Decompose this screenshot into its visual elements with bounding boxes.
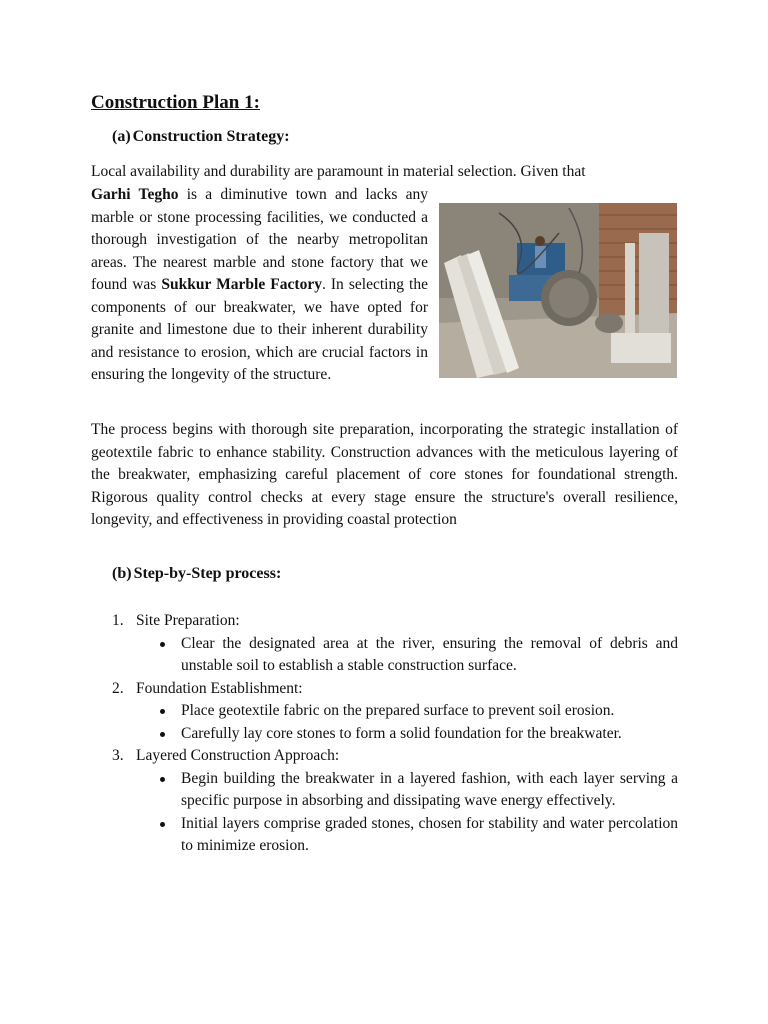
bullet-text: Place geotextile fabric on the prepared surface to prevent soil erosion. xyxy=(181,702,615,719)
section-heading-a xyxy=(112,128,290,146)
bullet-text: Carefully lay core stones to form a solid foundation for the breakwater. xyxy=(181,724,622,742)
step-title: Layered Construction Approach: xyxy=(136,747,340,764)
factory-photo-illustration xyxy=(439,203,677,378)
intro-first-line: Local availability and durability are paramount in material selection. Given that xyxy=(91,163,586,180)
bullet-icon xyxy=(160,777,165,782)
section-heading-b xyxy=(112,565,281,583)
section-title-a: Construction Strategy: xyxy=(132,128,290,145)
bullet-icon xyxy=(160,732,165,737)
intro-text-2: . In selecting the components of our breakwater, we have opted for granite and limestone due to their inherent durability and resistance to erosion, which are crucial factors in ensuring the longevity of the structure. xyxy=(91,276,428,383)
bullet-item xyxy=(136,633,678,678)
step-title: Site Preparation: xyxy=(136,612,240,629)
bullet-item xyxy=(136,768,678,813)
bullet-text: Initial layers comprise graded stones, chosen for stability and water percolation to minimize erosion. xyxy=(181,814,678,854)
town-name: Garhi Tegho xyxy=(91,186,179,203)
step-bullets xyxy=(136,633,678,678)
step-title: Foundation Establishment: xyxy=(136,679,303,697)
step-bullets xyxy=(136,700,678,745)
intro-paragraph xyxy=(91,184,428,387)
step-number: 1. xyxy=(112,612,124,629)
step-item xyxy=(112,678,678,746)
section-label-a: (a) xyxy=(112,128,131,145)
step-bullets xyxy=(136,768,678,858)
process-paragraph: The process begins with thorough site preparation, incorporating the strategic installation of geotextile fabric to enhance stability. Construction advances with the meticulous layering of the breakwater, emphasizing careful placement of core stones for foundational strength. Rigorous quality control checks at every stage ensure the structure's overall resilience, longevity, and effectiveness in providing coastal protection xyxy=(91,421,678,528)
bullet-icon xyxy=(160,822,165,827)
step-list xyxy=(112,610,678,858)
bullet-text: Begin building the breakwater in a layered fashion, with each layer serving a specific purpose in absorbing and dissipating wave energy effectively. xyxy=(181,769,678,809)
step-item xyxy=(112,745,678,858)
page-title: Construction Plan 1: xyxy=(91,92,260,113)
intro-text-1: is a diminutive town and lacks any marble or stone processing facilities, we conducted a thorough investigation of the nearby metropolitan areas. The nearest marble and stone factory that we found was xyxy=(91,186,428,293)
bullet-item xyxy=(136,813,678,858)
step-item xyxy=(112,610,678,678)
bullet-icon xyxy=(160,642,165,647)
bullet-icon xyxy=(160,709,165,714)
factory-photo xyxy=(439,203,677,378)
section-title-b: Step-by-Step process: xyxy=(133,565,282,582)
bullet-item xyxy=(136,723,678,746)
step-number: 2. xyxy=(112,679,124,697)
bullet-item xyxy=(136,700,678,723)
factory-name: Sukkur Marble Factory xyxy=(161,276,322,293)
section-label-b: (b) xyxy=(112,565,132,582)
step-number: 3. xyxy=(112,747,124,764)
bullet-text: Clear the designated area at the river, ensuring the removal of debris and unstable soil to establish a stable construction surface. xyxy=(181,634,678,674)
